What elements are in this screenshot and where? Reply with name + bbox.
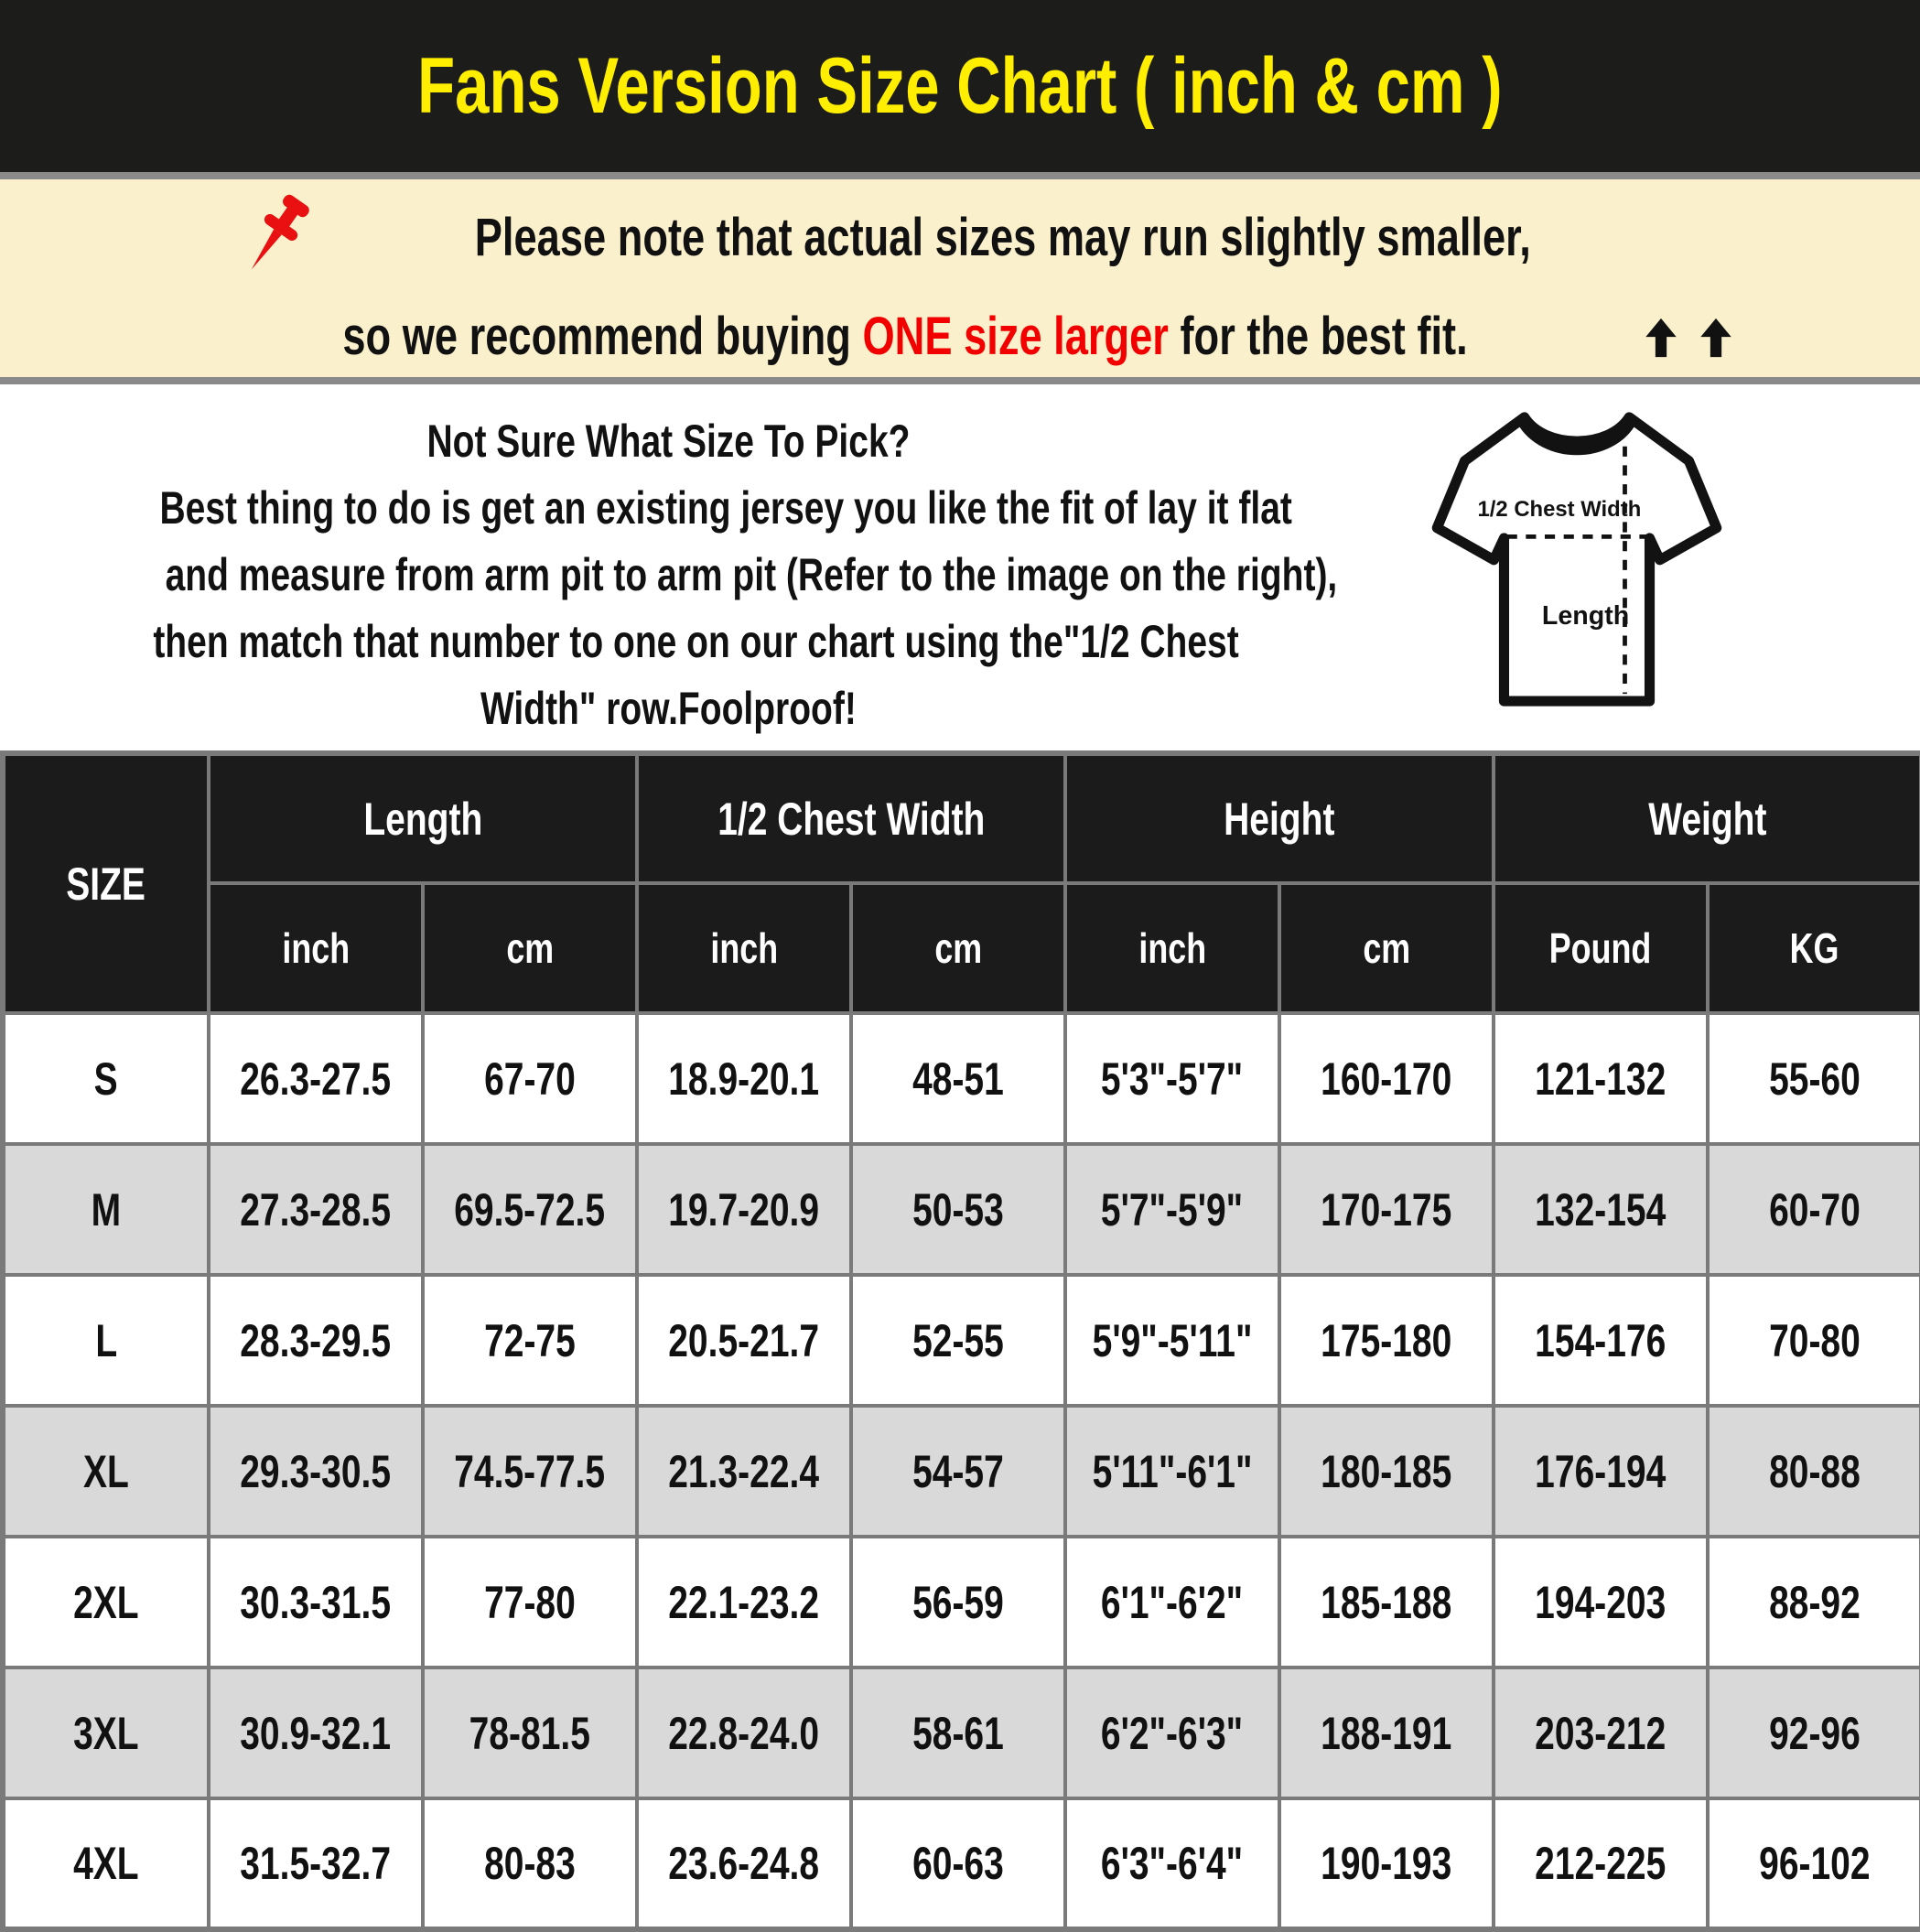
table-cell <box>423 1406 637 1537</box>
guide-line-text: Best thing to do is get an existing jersey you like the fit of lay it flat <box>159 482 1292 534</box>
notice-banner <box>0 179 1920 384</box>
cell-text: 170-175 <box>1321 1183 1452 1236</box>
notice-text-2-prefix: so we recommend buying <box>342 306 863 366</box>
length-label: Length <box>1541 600 1630 631</box>
table-cell <box>423 1013 637 1144</box>
table-cell <box>1494 1275 1708 1406</box>
table-cell <box>1279 1406 1494 1537</box>
cell-text: 96-102 <box>1758 1838 1871 1889</box>
subheader-text: inch <box>710 924 778 972</box>
cell-text: 180-185 <box>1321 1445 1452 1497</box>
pushpin-icon <box>240 190 324 286</box>
cell-text: 203-212 <box>1535 1707 1667 1759</box>
table-cell <box>209 1013 423 1144</box>
up-arrow-icon <box>1641 313 1681 362</box>
table-cell <box>1494 1537 1708 1668</box>
subheader-text: cm <box>506 924 554 972</box>
cell-text: 154-176 <box>1535 1314 1667 1366</box>
cell-text: 6'1"-6'2" <box>1101 1576 1244 1628</box>
cell-text: 19.7-20.9 <box>668 1183 820 1236</box>
cell-text: 5'9"-5'11" <box>1092 1314 1253 1366</box>
cell-text: 56-59 <box>912 1576 1004 1628</box>
cell-text: 27.3-28.5 <box>240 1183 392 1236</box>
subheader-text: KG <box>1789 924 1839 972</box>
table-cell <box>1065 1537 1279 1668</box>
cell-text: 175-180 <box>1321 1314 1452 1366</box>
table-cell <box>851 1013 1065 1144</box>
cell-text: 50-53 <box>912 1183 1004 1236</box>
cell-text: 26.3-27.5 <box>240 1052 392 1105</box>
table-cell <box>851 1798 1065 1929</box>
weight-group-header <box>1494 753 1920 883</box>
size-cell <box>3 1013 209 1144</box>
cell-text: 5'11"-6'1" <box>1092 1445 1253 1497</box>
size-cell <box>3 1798 209 1929</box>
table-cell <box>637 1798 851 1929</box>
cell-text: 212-225 <box>1535 1838 1667 1889</box>
title-bar <box>0 0 1920 179</box>
subheader-text: inch <box>1138 924 1206 972</box>
cell-text: 88-92 <box>1768 1576 1861 1628</box>
cell-text: 5'7"-5'9" <box>1101 1183 1244 1236</box>
table-cell <box>1708 1537 1920 1668</box>
cell-text: 48-51 <box>912 1052 1004 1105</box>
chest-group-header <box>637 753 1065 883</box>
table-cell <box>851 1406 1065 1537</box>
cell-text: 5'3"-5'7" <box>1101 1052 1244 1105</box>
table-cell <box>1494 1144 1708 1275</box>
cell-text: 190-193 <box>1321 1838 1452 1889</box>
cell-text: 72-75 <box>484 1314 576 1366</box>
cell-text: 70-80 <box>1768 1314 1861 1366</box>
cell-text: 176-194 <box>1535 1445 1667 1497</box>
guide-line-text: and measure from arm pit to arm pit (Refer to the image on the right), <box>165 549 1338 600</box>
size-cell <box>3 1668 209 1798</box>
guide-heading <box>0 408 1336 475</box>
subheader-cm <box>1279 883 1494 1013</box>
table-cell <box>637 1537 851 1668</box>
table-cell <box>423 1144 637 1275</box>
table-cell <box>1708 1798 1920 1929</box>
table-cell <box>1065 1013 1279 1144</box>
table-cell <box>1065 1406 1279 1537</box>
table-cell <box>1708 1668 1920 1798</box>
cell-text: S <box>93 1052 119 1105</box>
table-row <box>3 1668 1920 1798</box>
subheader-inch <box>1065 883 1279 1013</box>
table-cell <box>637 1275 851 1406</box>
cell-text: 121-132 <box>1535 1052 1667 1105</box>
table-cell <box>1494 1668 1708 1798</box>
chest-width-label: 1/2 Chest Width <box>1477 497 1642 523</box>
length-group-header <box>209 753 637 883</box>
table-row <box>3 1537 1920 1668</box>
size-cell <box>3 1275 209 1406</box>
cell-text: 67-70 <box>484 1052 576 1105</box>
cell-text: 30.9-32.1 <box>240 1707 392 1759</box>
notice-text-1: Please note that actual sizes may run slightly smaller, <box>474 208 1532 267</box>
cell-text: 20.5-21.7 <box>668 1314 820 1366</box>
guide-line <box>0 609 1336 675</box>
table-cell <box>1708 1144 1920 1275</box>
cell-text: 31.5-32.7 <box>240 1838 392 1889</box>
cell-text: 69.5-72.5 <box>454 1183 606 1236</box>
cell-text: 58-61 <box>912 1707 1004 1759</box>
cell-text: 160-170 <box>1321 1052 1452 1105</box>
table-row <box>3 1144 1920 1275</box>
notice-line-2 <box>184 306 1736 367</box>
cell-text: 22.1-23.2 <box>668 1576 820 1628</box>
cell-text: 30.3-31.5 <box>240 1576 392 1628</box>
guide-line <box>0 675 1336 742</box>
group-header-text: Length <box>363 793 482 845</box>
size-cell <box>3 1537 209 1668</box>
table-cell <box>1065 1275 1279 1406</box>
guide-line <box>0 475 1336 542</box>
subheader-text: cm <box>934 924 982 972</box>
cell-text: 188-191 <box>1321 1707 1452 1759</box>
cell-text: 194-203 <box>1535 1576 1667 1628</box>
table-cell <box>1494 1406 1708 1537</box>
cell-text: 18.9-20.1 <box>668 1052 820 1105</box>
size-header-text: SIZE <box>66 858 146 910</box>
table-cell <box>637 1013 851 1144</box>
guide-heading-text: Not Sure What Size To Pick? <box>426 416 911 467</box>
cell-text: 23.6-24.8 <box>668 1838 820 1889</box>
table-cell <box>423 1668 637 1798</box>
page-title: Fans Version Size Chart ( inch & cm ) <box>417 41 1503 130</box>
cell-text: 185-188 <box>1321 1576 1452 1628</box>
table-cell <box>637 1144 851 1275</box>
table-row <box>3 1406 1920 1537</box>
table-cell <box>1279 1144 1494 1275</box>
cell-text: 28.3-29.5 <box>240 1314 392 1366</box>
table-row <box>3 1275 1920 1406</box>
group-header-text: Height <box>1224 793 1335 845</box>
cell-text: 2XL <box>73 1576 139 1628</box>
cell-text: 60-63 <box>912 1838 1004 1889</box>
size-column-header <box>3 753 209 1013</box>
table-cell <box>1494 1013 1708 1144</box>
table-cell <box>637 1668 851 1798</box>
cell-text: 60-70 <box>1768 1183 1861 1236</box>
subheader-inch <box>209 883 423 1013</box>
subheader-text: cm <box>1363 924 1410 972</box>
cell-text: 52-55 <box>912 1314 1004 1366</box>
subheader-inch <box>637 883 851 1013</box>
table-cell <box>209 1406 423 1537</box>
cell-text: M <box>91 1183 122 1236</box>
cell-text: 6'3"-6'4" <box>1101 1838 1244 1889</box>
cell-text: 80-88 <box>1768 1445 1861 1497</box>
guide-line <box>0 542 1336 609</box>
table-cell <box>209 1537 423 1668</box>
table-cell <box>1494 1798 1708 1929</box>
cell-text: 4XL <box>73 1838 139 1889</box>
subheader-cm <box>851 883 1065 1013</box>
cell-text: 78-81.5 <box>469 1707 591 1759</box>
table-cell <box>1279 1668 1494 1798</box>
table-cell <box>1279 1013 1494 1144</box>
table-cell <box>209 1144 423 1275</box>
cell-text: 29.3-30.5 <box>240 1445 392 1497</box>
height-group-header <box>1065 753 1494 883</box>
table-cell <box>423 1275 637 1406</box>
table-cell <box>1065 1668 1279 1798</box>
subheader-pound <box>1494 883 1708 1013</box>
table-cell <box>423 1537 637 1668</box>
table-cell <box>1279 1798 1494 1929</box>
notice-text-2 <box>342 306 1467 367</box>
table-cell <box>637 1406 851 1537</box>
notice-text-2-suffix: for the best fit. <box>1168 306 1468 366</box>
table-cell <box>423 1798 637 1929</box>
tshirt-measure-diagram <box>1429 403 1724 716</box>
table-row <box>3 1013 1920 1144</box>
subheader-text: Pound <box>1549 924 1652 972</box>
table-cell <box>1708 1275 1920 1406</box>
subheader-kg <box>1708 883 1920 1013</box>
cell-text: 55-60 <box>1768 1052 1861 1105</box>
cell-text: 80-83 <box>484 1838 576 1889</box>
guide-line-text: then match that number to one on our chart using the"1/2 Chest <box>153 616 1239 667</box>
tshirt-collar <box>1523 420 1631 448</box>
size-cell <box>3 1144 209 1275</box>
cell-text: 6'2"-6'3" <box>1101 1707 1244 1759</box>
size-table <box>0 750 1920 1932</box>
notice-line-1 <box>240 190 1680 286</box>
table-row <box>3 1798 1920 1929</box>
tshirt-outline <box>1437 417 1716 701</box>
table-cell <box>851 1144 1065 1275</box>
table-cell <box>209 1668 423 1798</box>
size-guide-section <box>0 384 1920 750</box>
group-header-text: 1/2 Chest Width <box>717 793 986 845</box>
size-cell <box>3 1406 209 1537</box>
cell-text: L <box>95 1314 117 1366</box>
cell-text: 92-96 <box>1768 1707 1861 1759</box>
notice-highlight: ONE size larger <box>862 306 1169 366</box>
table-cell <box>851 1668 1065 1798</box>
cell-text: 77-80 <box>484 1576 576 1628</box>
cell-text: 3XL <box>73 1707 139 1759</box>
table-cell <box>1065 1144 1279 1275</box>
table-cell <box>1065 1798 1279 1929</box>
table-cell <box>851 1275 1065 1406</box>
table-cell <box>851 1537 1065 1668</box>
table-cell <box>1279 1275 1494 1406</box>
size-guide-text <box>0 408 1336 742</box>
cell-text: 21.3-22.4 <box>668 1445 820 1497</box>
table-cell <box>1708 1013 1920 1144</box>
cell-text: 54-57 <box>912 1445 1004 1497</box>
table-cell <box>209 1798 423 1929</box>
subheader-text: inch <box>282 924 350 972</box>
cell-text: 132-154 <box>1535 1183 1667 1236</box>
table-cell <box>1708 1406 1920 1537</box>
cell-text: 22.8-24.0 <box>668 1707 820 1759</box>
cell-text: 74.5-77.5 <box>454 1445 606 1497</box>
up-arrow-icon <box>1696 313 1736 362</box>
guide-line-text: Width" row.Foolproof! <box>480 683 857 734</box>
group-header-text: Weight <box>1647 793 1767 845</box>
subheader-cm <box>423 883 637 1013</box>
table-cell <box>209 1275 423 1406</box>
table-cell <box>1279 1537 1494 1668</box>
cell-text: XL <box>83 1445 129 1497</box>
